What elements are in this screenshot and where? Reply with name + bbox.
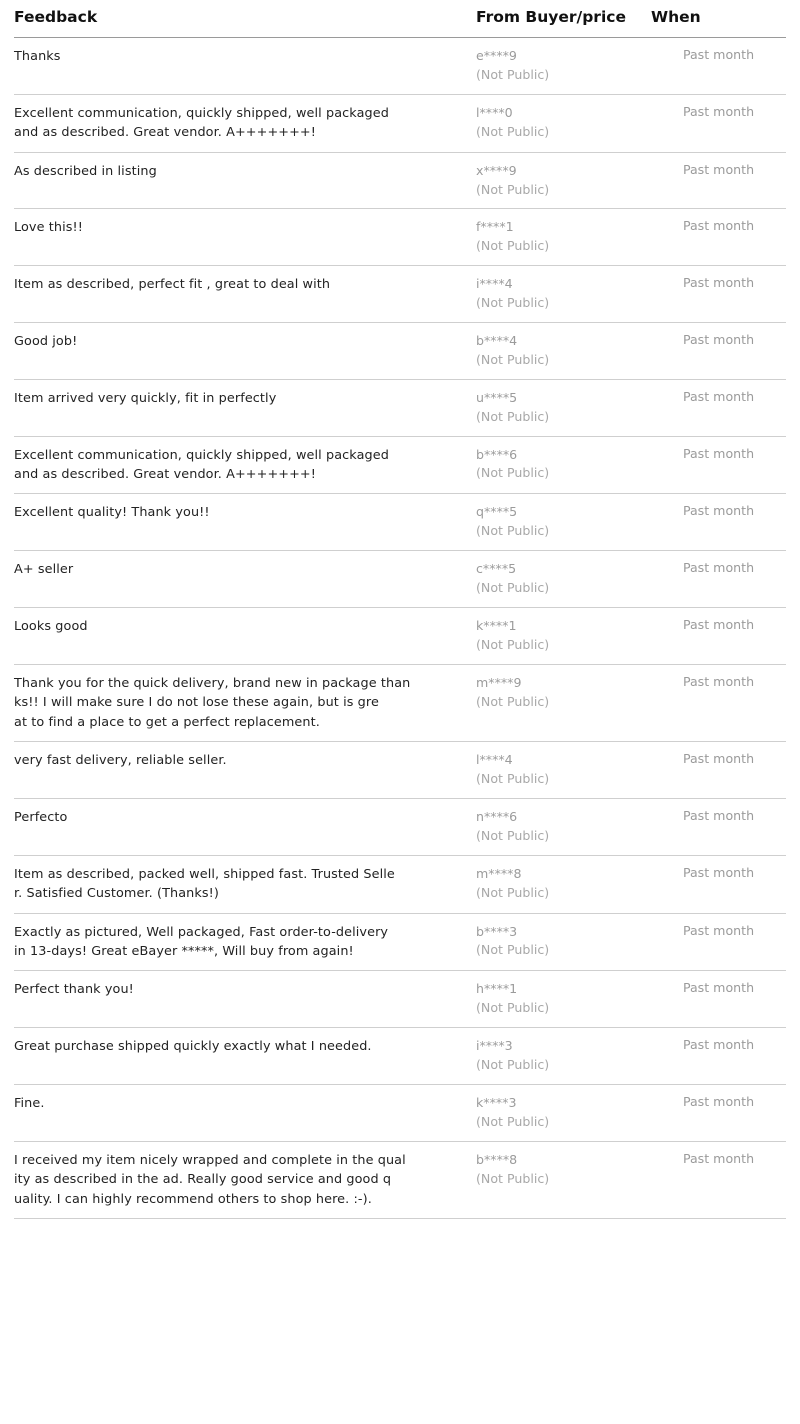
- when-text: Past month: [651, 551, 786, 608]
- when-text: Past month: [651, 608, 786, 665]
- buyer-cell: [476, 664, 651, 741]
- when-text: Past month: [651, 1141, 786, 1218]
- feedback-text: [14, 1084, 476, 1141]
- buyer-privacy-label: (Not Public): [476, 408, 550, 424]
- feedback-line: Item as described, perfect fit , great to deal with: [14, 277, 331, 293]
- feedback-text: [14, 152, 476, 209]
- buyer-privacy-label: (Not Public): [476, 884, 550, 900]
- buyer-id: l****4: [476, 752, 513, 768]
- feedback-table: [14, 0, 786, 1219]
- buyer-privacy-label: (Not Public): [476, 351, 550, 367]
- buyer-privacy-label: (Not Public): [476, 465, 550, 481]
- table-row: [14, 608, 786, 665]
- column-header-when: When: [651, 0, 786, 38]
- buyer-id: m****8: [476, 865, 522, 881]
- table-row: [14, 664, 786, 741]
- buyer-id: i****4: [476, 276, 513, 292]
- feedback-line: Item as described, packed well, shipped fast. Trusted Selle: [14, 866, 395, 882]
- feedback-text: [14, 855, 476, 913]
- when-text: Past month: [651, 1084, 786, 1141]
- buyer-id: i****3: [476, 1038, 513, 1054]
- buyer-id: q****5: [476, 504, 518, 520]
- feedback-line: Excellent communication, quickly shipped, well packaged: [14, 105, 389, 121]
- buyer-id: n****6: [476, 808, 518, 824]
- feedback-line: A+ seller: [14, 562, 74, 578]
- when-text: Past month: [651, 38, 786, 95]
- feedback-text: [14, 266, 476, 323]
- feedback-text: [14, 38, 476, 95]
- table-row: [14, 742, 786, 799]
- feedback-line: uality. I can highly recommend others to shop here. :-).: [14, 1191, 372, 1207]
- buyer-privacy-label: (Not Public): [476, 827, 550, 843]
- table-row: [14, 913, 786, 971]
- buyer-cell: [476, 1141, 651, 1218]
- buyer-id: l****0: [476, 104, 513, 120]
- column-header-buyer: From Buyer/price: [476, 0, 651, 38]
- feedback-line: Great purchase shipped quickly exactly what I needed.: [14, 1039, 372, 1055]
- feedback-line: r. Satisfied Customer. (Thanks!): [14, 886, 219, 902]
- table-header: [14, 0, 786, 38]
- feedback-text: [14, 1028, 476, 1085]
- table-row: [14, 436, 786, 494]
- buyer-privacy-label: (Not Public): [476, 580, 550, 596]
- buyer-cell: [476, 209, 651, 266]
- feedback-text: [14, 742, 476, 799]
- feedback-text: [14, 494, 476, 551]
- buyer-id: b****8: [476, 1151, 518, 1167]
- buyer-cell: [476, 742, 651, 799]
- feedback-line: and as described. Great vendor. A+++++++!: [14, 125, 316, 141]
- feedback-text: [14, 664, 476, 741]
- buyer-id: k****3: [476, 1094, 517, 1110]
- buyer-cell: [476, 152, 651, 209]
- buyer-privacy-label: (Not Public): [476, 238, 550, 254]
- buyer-cell: [476, 494, 651, 551]
- table-row: [14, 855, 786, 913]
- table-row: [14, 494, 786, 551]
- buyer-cell: [476, 1084, 651, 1141]
- buyer-id: x****9: [476, 162, 517, 178]
- buyer-id: m****9: [476, 674, 522, 690]
- column-header-feedback: Feedback: [14, 0, 476, 38]
- when-text: Past month: [651, 494, 786, 551]
- buyer-cell: [476, 436, 651, 494]
- table-row: [14, 798, 786, 855]
- table-row: [14, 1141, 786, 1218]
- feedback-line: Thank you for the quick delivery, brand new in package than: [14, 675, 411, 691]
- when-text: Past month: [651, 266, 786, 323]
- buyer-privacy-label: (Not Public): [476, 66, 550, 82]
- feedback-line: in 13-days! Great eBayer *****, Will buy from again!: [14, 943, 354, 959]
- feedback-text: [14, 94, 476, 152]
- feedback-line: Perfecto: [14, 809, 68, 825]
- table-row: [14, 379, 786, 436]
- feedback-line: Looks good: [14, 619, 88, 634]
- buyer-id: e****9: [476, 48, 517, 63]
- when-text: Past month: [651, 742, 786, 799]
- table-header-row: [14, 0, 786, 38]
- buyer-privacy-label: (Not Public): [476, 523, 550, 539]
- table-body: [14, 38, 786, 1219]
- buyer-cell: [476, 855, 651, 913]
- buyer-privacy-label: (Not Public): [476, 636, 550, 652]
- buyer-privacy-label: (Not Public): [476, 1057, 550, 1073]
- when-text: Past month: [651, 798, 786, 855]
- buyer-cell: [476, 798, 651, 855]
- feedback-line: As described in listing: [14, 163, 157, 179]
- table-row: [14, 38, 786, 95]
- buyer-cell: [476, 913, 651, 971]
- when-text: Past month: [651, 436, 786, 494]
- buyer-id: h****1: [476, 981, 518, 997]
- buyer-privacy-label: (Not Public): [476, 1113, 550, 1129]
- feedback-text: [14, 913, 476, 971]
- when-text: Past month: [651, 913, 786, 971]
- table-row: [14, 1084, 786, 1141]
- feedback-text: [14, 798, 476, 855]
- when-text: Past month: [651, 664, 786, 741]
- feedback-line: Excellent quality! Thank you!!: [14, 505, 210, 521]
- buyer-privacy-label: (Not Public): [476, 123, 550, 139]
- buyer-privacy-label: (Not Public): [476, 1000, 550, 1016]
- table-row: [14, 209, 786, 266]
- when-text: Past month: [651, 94, 786, 152]
- buyer-privacy-label: (Not Public): [476, 770, 550, 786]
- feedback-text: [14, 551, 476, 608]
- when-text: Past month: [651, 323, 786, 380]
- buyer-privacy-label: (Not Public): [476, 295, 550, 311]
- buyer-cell: [476, 94, 651, 152]
- feedback-line: ity as described in the ad. Really good service and good q: [14, 1172, 392, 1188]
- buyer-privacy-label: (Not Public): [476, 1170, 550, 1186]
- buyer-cell: [476, 971, 651, 1028]
- feedback-text: [14, 608, 476, 665]
- buyer-id: k****1: [476, 618, 517, 633]
- feedback-line: Item arrived very quickly, fit in perfectly: [14, 390, 277, 406]
- table-row: [14, 971, 786, 1028]
- feedback-line: Exactly as pictured, Well packaged, Fast order-to-delivery: [14, 924, 389, 940]
- feedback-line: Excellent communication, quickly shipped, well packaged: [14, 447, 389, 463]
- feedback-line: Fine.: [14, 1095, 45, 1111]
- feedback-text: [14, 209, 476, 266]
- buyer-cell: [476, 551, 651, 608]
- when-text: Past month: [651, 152, 786, 209]
- buyer-cell: [476, 266, 651, 323]
- feedback-line: very fast delivery, reliable seller.: [14, 753, 227, 769]
- feedback-text: [14, 379, 476, 436]
- feedback-text: [14, 1141, 476, 1218]
- when-text: Past month: [651, 209, 786, 266]
- feedback-line: Thanks: [14, 49, 61, 64]
- when-text: Past month: [651, 855, 786, 913]
- feedback-line: Love this!!: [14, 220, 83, 236]
- buyer-id: b****4: [476, 333, 518, 348]
- feedback-line: I received my item nicely wrapped and complete in the qual: [14, 1152, 406, 1168]
- buyer-id: b****6: [476, 446, 518, 462]
- buyer-privacy-label: (Not Public): [476, 181, 550, 197]
- buyer-id: f****1: [476, 219, 514, 235]
- when-text: Past month: [651, 379, 786, 436]
- feedback-text: [14, 323, 476, 380]
- buyer-cell: [476, 38, 651, 95]
- table-row: [14, 94, 786, 152]
- table-row: [14, 152, 786, 209]
- buyer-id: b****3: [476, 923, 518, 939]
- table-row: [14, 551, 786, 608]
- buyer-privacy-label: (Not Public): [476, 942, 550, 958]
- table-row: [14, 266, 786, 323]
- buyer-cell: [476, 323, 651, 380]
- buyer-cell: [476, 379, 651, 436]
- buyer-cell: [476, 1028, 651, 1085]
- feedback-line: Perfect thank you!: [14, 982, 134, 998]
- when-text: Past month: [651, 1028, 786, 1085]
- feedback-text: [14, 971, 476, 1028]
- feedback-line: Good job!: [14, 334, 78, 349]
- feedback-line: at to find a place to get a perfect replacement.: [14, 714, 320, 730]
- buyer-id: c****5: [476, 561, 517, 577]
- feedback-line: and as described. Great vendor. A+++++++!: [14, 467, 316, 482]
- table-row: [14, 1028, 786, 1085]
- buyer-privacy-label: (Not Public): [476, 693, 550, 709]
- table-row: [14, 323, 786, 380]
- feedback-text: [14, 436, 476, 494]
- buyer-cell: [476, 608, 651, 665]
- when-text: Past month: [651, 971, 786, 1028]
- buyer-id: u****5: [476, 389, 518, 405]
- feedback-line: ks!! I will make sure I do not lose these again, but is gre: [14, 695, 379, 711]
